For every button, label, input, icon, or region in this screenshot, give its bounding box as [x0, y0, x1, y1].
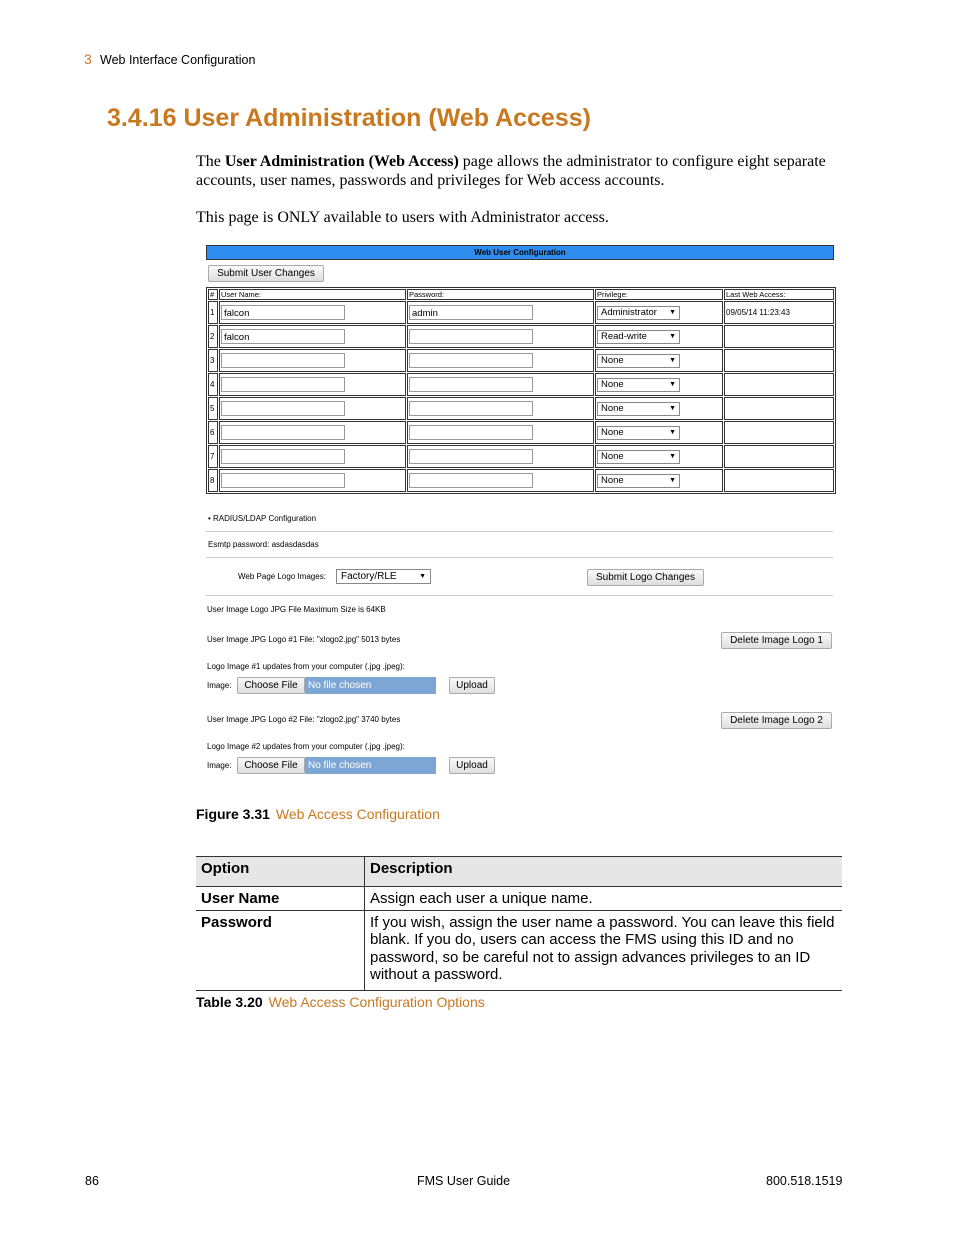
password-input[interactable]	[409, 449, 533, 464]
user-table-header	[208, 289, 834, 300]
table-title: Web Access Configuration Options	[268, 994, 485, 1010]
privilege-select[interactable]: None ▼	[597, 450, 680, 464]
web-config-screenshot	[196, 238, 841, 783]
logo-images-dropdown[interactable]: Factory/RLE ▼	[336, 569, 431, 584]
password-input[interactable]: admin	[409, 305, 533, 320]
privilege-select[interactable]: Administrator ▼	[597, 306, 680, 320]
user-name-input[interactable]: falcon	[221, 329, 345, 344]
row-number: 4	[208, 373, 218, 396]
last-access	[724, 325, 834, 348]
logo-images-label: Web Page Logo Images:	[238, 572, 326, 581]
radius-ldap-link[interactable]: • RADIUS/LDAP Configuration	[208, 514, 317, 523]
cell-user	[219, 421, 406, 444]
upload-button-2[interactable]: Upload	[449, 757, 495, 774]
footer-guide-title: FMS User Guide	[417, 1174, 511, 1188]
submit-logo-changes-button[interactable]: Submit Logo Changes	[587, 569, 704, 586]
privilege-select[interactable]: None ▼	[597, 474, 680, 488]
cell-password	[407, 421, 594, 444]
col-last-access: Last Web Access:	[724, 289, 834, 300]
section-title: 3.4.16 User Administration (Web Access)	[107, 104, 591, 132]
table-label: Table 3.20	[196, 994, 263, 1010]
row-number: 8	[208, 469, 218, 492]
table-row	[208, 349, 834, 372]
password-input[interactable]	[409, 377, 533, 392]
intro-bold-term: User Administration (Web Access)	[224, 153, 459, 170]
last-access	[724, 373, 834, 396]
cell-password	[407, 397, 594, 420]
chapter-title: Web Interface Configuration	[100, 53, 256, 67]
chevron-down-icon: ▼	[669, 452, 676, 460]
cell-password	[407, 469, 594, 492]
last-access	[724, 445, 834, 468]
col-user-name: User Name:	[219, 289, 406, 300]
privilege-select[interactable]: Read-write ▼	[597, 330, 680, 344]
table-row	[196, 910, 842, 990]
password-input[interactable]	[409, 353, 533, 368]
cell-user	[219, 325, 406, 348]
header-option: Option	[196, 857, 365, 887]
image-label: Image:	[207, 681, 232, 690]
password-input[interactable]	[409, 425, 533, 440]
last-access	[724, 349, 834, 372]
chevron-down-icon: ▼	[669, 380, 676, 388]
table-row	[208, 373, 834, 396]
row-number: 1	[208, 301, 218, 324]
intro-paragraph: The User Administration (Web Access) page allows the administrator to configure eight separate accounts, user names, passwords and privileges for Web access accounts.	[196, 153, 826, 189]
options-table	[196, 856, 842, 991]
col-password: Password:	[407, 289, 594, 300]
web-user-config-title-bar: Web User Configuration	[206, 245, 834, 260]
last-access	[724, 397, 834, 420]
image-label: Image:	[207, 761, 232, 770]
option-cell: User Name	[196, 887, 365, 911]
col-number: #	[208, 289, 218, 300]
table-row	[208, 469, 834, 492]
privilege-select[interactable]: None ▼	[597, 354, 680, 368]
privilege-select[interactable]: None ▼	[597, 426, 680, 440]
header-description: Description	[365, 857, 843, 887]
delete-image-logo-2-button[interactable]: Delete Image Logo 2	[721, 712, 832, 729]
figure-label: Figure 3.31	[196, 806, 270, 822]
cell-user	[219, 445, 406, 468]
cell-privilege	[595, 325, 723, 348]
password-input[interactable]	[409, 401, 533, 416]
cell-password	[407, 325, 594, 348]
cell-privilege	[595, 397, 723, 420]
last-access	[724, 469, 834, 492]
chevron-down-icon: ▼	[669, 356, 676, 364]
file-status-1: No file chosen	[305, 677, 436, 694]
privilege-select[interactable]: None ▼	[597, 378, 680, 392]
upload-button-1[interactable]: Upload	[449, 677, 495, 694]
divider	[206, 531, 833, 532]
table-row	[208, 325, 834, 348]
cell-privilege	[595, 469, 723, 492]
user-name-input[interactable]	[221, 377, 345, 392]
footer-phone: 800.518.1519	[766, 1174, 843, 1188]
description-cell: Assign each user a unique name.	[365, 887, 843, 911]
delete-image-logo-1-button[interactable]: Delete Image Logo 1	[721, 632, 832, 649]
cell-privilege	[595, 445, 723, 468]
choose-file-button-1[interactable]: Choose File	[237, 677, 305, 694]
password-input[interactable]	[409, 473, 533, 488]
row-number: 3	[208, 349, 218, 372]
cell-password	[407, 445, 594, 468]
row-number: 5	[208, 397, 218, 420]
table-row	[208, 445, 834, 468]
user-name-input[interactable]	[221, 449, 345, 464]
logo2-updates-label: Logo Image #2 updates from your computer (.jpg .jpeg):	[207, 742, 405, 751]
chevron-down-icon: ▼	[669, 476, 676, 484]
divider	[206, 557, 833, 558]
page-number: 86	[85, 1174, 99, 1188]
user-name-input[interactable]	[221, 473, 345, 488]
chevron-down-icon: ▼	[669, 428, 676, 436]
table-row	[208, 397, 834, 420]
esmtp-password: Esmtp password: asdasdasdas	[208, 540, 319, 549]
chapter-number: 3	[84, 51, 92, 67]
table-row	[208, 301, 834, 324]
chevron-down-icon: ▼	[669, 404, 676, 412]
option-cell: Password	[196, 910, 365, 990]
row-number: 7	[208, 445, 218, 468]
col-privilege: Privilege:	[595, 289, 723, 300]
figure-caption	[196, 806, 440, 822]
table-row	[196, 887, 842, 911]
figure-title: Web Access Configuration	[275, 806, 440, 822]
cell-user	[219, 373, 406, 396]
cell-privilege	[595, 373, 723, 396]
submit-user-changes-button[interactable]: Submit User Changes	[208, 265, 324, 282]
user-name-input[interactable]	[221, 401, 345, 416]
last-access	[724, 421, 834, 444]
logo1-file-info: User Image JPG Logo #1 File: "xlogo2.jpg" 5013 bytes	[207, 635, 401, 644]
cell-user	[219, 349, 406, 372]
cell-privilege	[595, 421, 723, 444]
table-row	[208, 421, 834, 444]
table-caption	[196, 994, 485, 1010]
chevron-down-icon: ▼	[669, 308, 676, 316]
divider	[206, 595, 833, 596]
cell-privilege	[595, 301, 723, 324]
access-note: This page is ONLY available to users with Administrator access.	[196, 209, 609, 226]
user-name-input[interactable]	[221, 425, 345, 440]
user-name-input[interactable]: falcon	[221, 305, 345, 320]
row-number: 2	[208, 325, 218, 348]
logo1-updates-label: Logo Image #1 updates from your computer (.jpg .jpeg):	[207, 662, 405, 671]
user-name-input[interactable]	[221, 353, 345, 368]
choose-file-button-2[interactable]: Choose File	[237, 757, 305, 774]
cell-user	[219, 301, 406, 324]
chevron-down-icon: ▼	[419, 573, 426, 580]
last-access: 09/05/14 11:23:43	[724, 301, 834, 324]
description-cell: If you wish, assign the user name a password. You can leave this field blank. If you do, users can access the FMS using this ID and no password, so be careful not to assign advances privileges to an ID without a password.	[365, 910, 843, 990]
cell-password	[407, 373, 594, 396]
cell-password	[407, 349, 594, 372]
options-table-header	[196, 857, 842, 887]
privilege-select[interactable]: None ▼	[597, 402, 680, 416]
max-size-note: User Image Logo JPG File Maximum Size is 64KB	[207, 605, 386, 614]
file-status-2: No file chosen	[305, 757, 436, 774]
cell-privilege	[595, 349, 723, 372]
logo2-file-info: User Image JPG Logo #2 File: "zlogo2.jpg" 3740 bytes	[207, 715, 401, 724]
cell-password	[407, 301, 594, 324]
password-input[interactable]	[409, 329, 533, 344]
cell-user	[219, 469, 406, 492]
chevron-down-icon: ▼	[669, 332, 676, 340]
cell-user	[219, 397, 406, 420]
row-number: 6	[208, 421, 218, 444]
user-table	[206, 287, 836, 494]
